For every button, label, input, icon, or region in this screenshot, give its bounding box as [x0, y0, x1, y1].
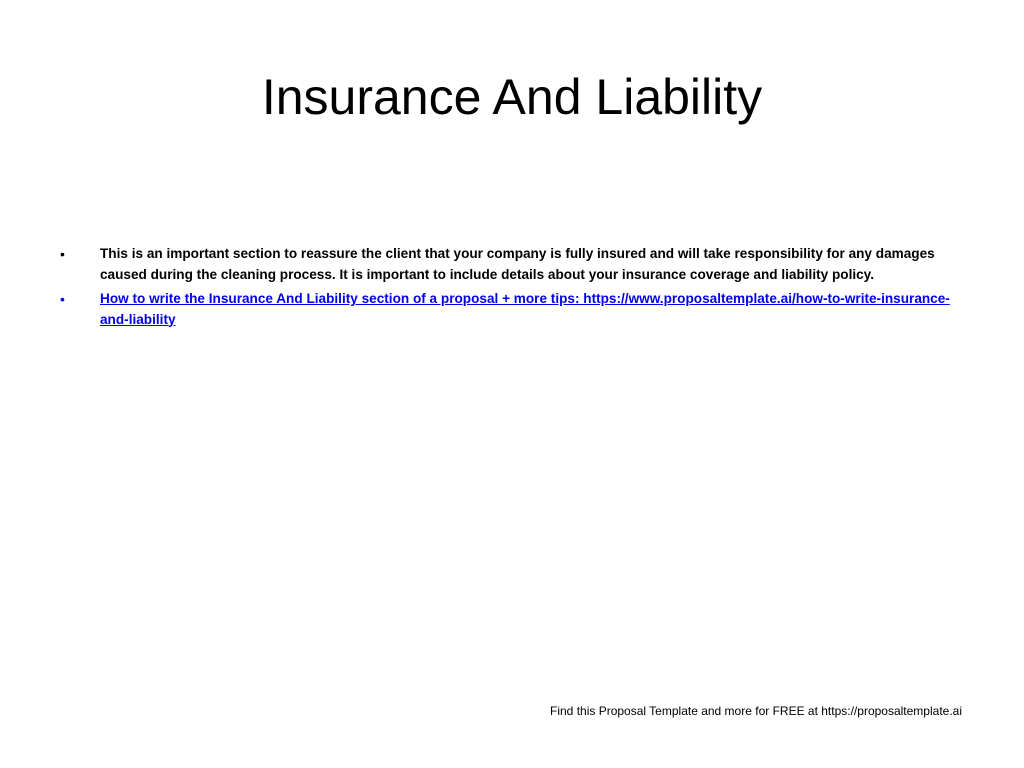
proposal-tips-link[interactable]: How to write the Insurance And Liability section of a proposal + more tips: https://www.proposaltemplate.ai/how-to-write-insurance-and-liability: [100, 291, 950, 327]
bullet-marker: •: [60, 246, 65, 262]
bullet-item-link: [60, 289, 962, 330]
slide-title: Insurance And Liability: [261, 69, 763, 125]
bullet-text: This is an important section to reassure the client that your company is fully insured and will take responsibility for any damages caused during the cleaning process. It is important to include details about your insurance coverage and liability policy.: [100, 246, 935, 282]
bullet-marker: •: [60, 291, 65, 307]
footer-text: Find this Proposal Template and more for FREE at https://proposaltemplate.ai: [550, 704, 962, 718]
bullet-item-description: [60, 244, 962, 285]
bullet-list: [60, 244, 962, 334]
